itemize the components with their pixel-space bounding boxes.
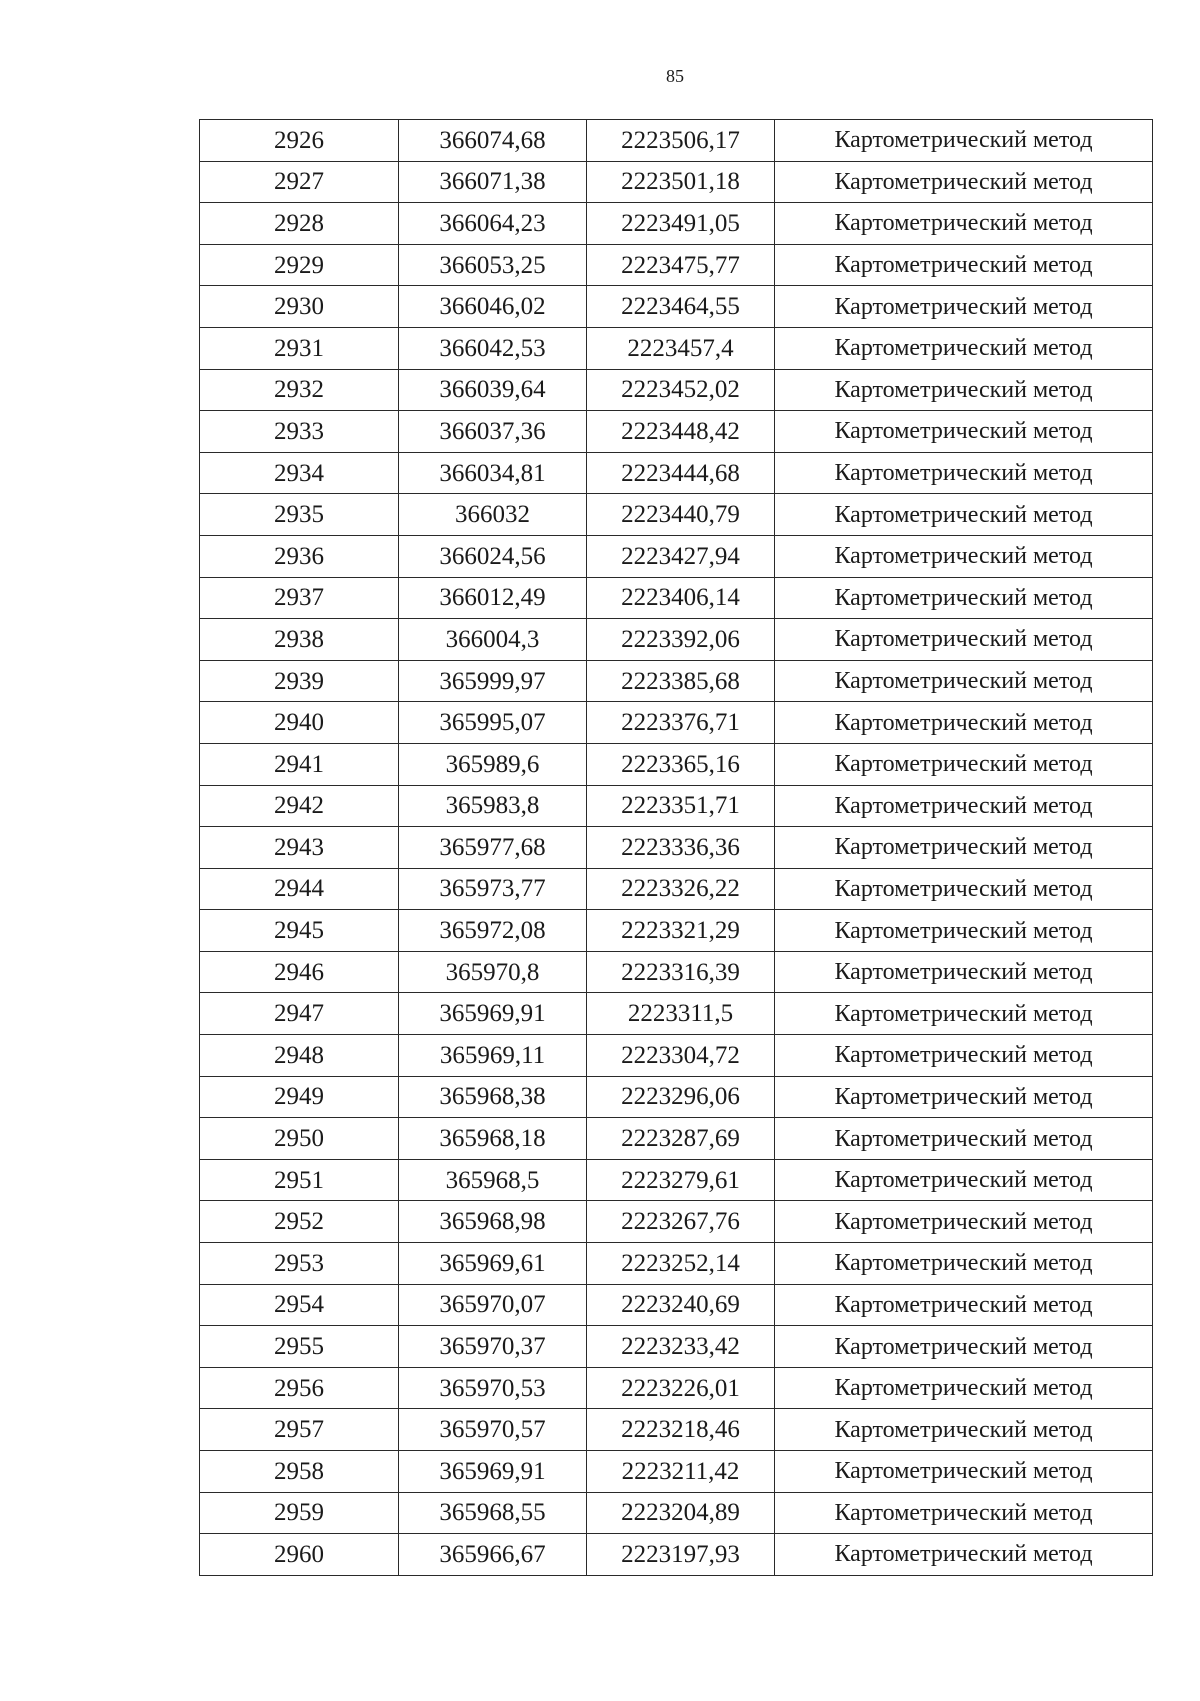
y-coordinate-cell: 2223336,36 bbox=[587, 827, 775, 869]
table-row bbox=[200, 411, 1153, 453]
y-coordinate-cell: 2223321,29 bbox=[587, 910, 775, 952]
point-number-cell: 2945 bbox=[200, 910, 399, 952]
table-row bbox=[200, 1076, 1153, 1118]
y-coordinate-cell: 2223252,14 bbox=[587, 1243, 775, 1285]
y-coordinate-cell: 2223491,05 bbox=[587, 203, 775, 245]
y-coordinate-cell: 2223287,69 bbox=[587, 1118, 775, 1160]
y-coordinate-cell: 2223233,42 bbox=[587, 1326, 775, 1368]
x-coordinate-cell: 366039,64 bbox=[399, 369, 587, 411]
y-coordinate-cell: 2223501,18 bbox=[587, 161, 775, 203]
method-cell: Картометрический метод bbox=[775, 660, 1153, 702]
table-row bbox=[200, 1243, 1153, 1285]
point-number-cell: 2934 bbox=[200, 452, 399, 494]
table-row bbox=[200, 120, 1153, 162]
x-coordinate-cell: 366053,25 bbox=[399, 244, 587, 286]
table-row bbox=[200, 369, 1153, 411]
method-cell: Картометрический метод bbox=[775, 619, 1153, 661]
y-coordinate-cell: 2223427,94 bbox=[587, 535, 775, 577]
y-coordinate-cell: 2223385,68 bbox=[587, 660, 775, 702]
x-coordinate-cell: 365970,53 bbox=[399, 1367, 587, 1409]
point-number-cell: 2946 bbox=[200, 951, 399, 993]
method-cell: Картометрический метод bbox=[775, 743, 1153, 785]
point-number-cell: 2960 bbox=[200, 1534, 399, 1576]
point-number-cell: 2949 bbox=[200, 1076, 399, 1118]
x-coordinate-cell: 365972,08 bbox=[399, 910, 587, 952]
y-coordinate-cell: 2223311,5 bbox=[587, 993, 775, 1035]
table-row bbox=[200, 1492, 1153, 1534]
method-cell: Картометрический метод bbox=[775, 1201, 1153, 1243]
table-row bbox=[200, 1118, 1153, 1160]
x-coordinate-cell: 365969,91 bbox=[399, 1451, 587, 1493]
x-coordinate-cell: 366034,81 bbox=[399, 452, 587, 494]
x-coordinate-cell: 366074,68 bbox=[399, 120, 587, 162]
point-number-cell: 2940 bbox=[200, 702, 399, 744]
table-row bbox=[200, 993, 1153, 1035]
point-number-cell: 2935 bbox=[200, 494, 399, 536]
x-coordinate-cell: 366012,49 bbox=[399, 577, 587, 619]
table-row bbox=[200, 1409, 1153, 1451]
y-coordinate-cell: 2223376,71 bbox=[587, 702, 775, 744]
table-row bbox=[200, 951, 1153, 993]
table-row bbox=[200, 619, 1153, 661]
point-number-cell: 2956 bbox=[200, 1367, 399, 1409]
y-coordinate-cell: 2223440,79 bbox=[587, 494, 775, 536]
method-cell: Картометрический метод bbox=[775, 244, 1153, 286]
y-coordinate-cell: 2223475,77 bbox=[587, 244, 775, 286]
table-row bbox=[200, 161, 1153, 203]
y-coordinate-cell: 2223304,72 bbox=[587, 1035, 775, 1077]
x-coordinate-cell: 365995,07 bbox=[399, 702, 587, 744]
table-row bbox=[200, 1035, 1153, 1077]
point-number-cell: 2957 bbox=[200, 1409, 399, 1451]
x-coordinate-cell: 365968,98 bbox=[399, 1201, 587, 1243]
y-coordinate-cell: 2223240,69 bbox=[587, 1284, 775, 1326]
point-number-cell: 2928 bbox=[200, 203, 399, 245]
point-number-cell: 2958 bbox=[200, 1451, 399, 1493]
method-cell: Картометрический метод bbox=[775, 161, 1153, 203]
table-row bbox=[200, 244, 1153, 286]
x-coordinate-cell: 365970,37 bbox=[399, 1326, 587, 1368]
x-coordinate-cell: 365966,67 bbox=[399, 1534, 587, 1576]
table-row bbox=[200, 286, 1153, 328]
method-cell: Картометрический метод bbox=[775, 1534, 1153, 1576]
method-cell: Картометрический метод bbox=[775, 452, 1153, 494]
method-cell: Картометрический метод bbox=[775, 1409, 1153, 1451]
method-cell: Картометрический метод bbox=[775, 1451, 1153, 1493]
point-number-cell: 2937 bbox=[200, 577, 399, 619]
method-cell: Картометрический метод bbox=[775, 1076, 1153, 1118]
x-coordinate-cell: 366037,36 bbox=[399, 411, 587, 453]
table-row bbox=[200, 452, 1153, 494]
point-number-cell: 2948 bbox=[200, 1035, 399, 1077]
table-row bbox=[200, 660, 1153, 702]
method-cell: Картометрический метод bbox=[775, 827, 1153, 869]
x-coordinate-cell: 366071,38 bbox=[399, 161, 587, 203]
point-number-cell: 2933 bbox=[200, 411, 399, 453]
y-coordinate-cell: 2223204,89 bbox=[587, 1492, 775, 1534]
table-row bbox=[200, 743, 1153, 785]
y-coordinate-cell: 2223326,22 bbox=[587, 868, 775, 910]
table-row bbox=[200, 535, 1153, 577]
x-coordinate-cell: 365983,8 bbox=[399, 785, 587, 827]
point-number-cell: 2936 bbox=[200, 535, 399, 577]
x-coordinate-cell: 366024,56 bbox=[399, 535, 587, 577]
table-row bbox=[200, 494, 1153, 536]
method-cell: Картометрический метод bbox=[775, 1159, 1153, 1201]
method-cell: Картометрический метод bbox=[775, 1284, 1153, 1326]
x-coordinate-cell: 365999,97 bbox=[399, 660, 587, 702]
x-coordinate-cell: 365968,55 bbox=[399, 1492, 587, 1534]
point-number-cell: 2932 bbox=[200, 369, 399, 411]
method-cell: Картометрический метод bbox=[775, 535, 1153, 577]
x-coordinate-cell: 365970,8 bbox=[399, 951, 587, 993]
point-number-cell: 2943 bbox=[200, 827, 399, 869]
method-cell: Картометрический метод bbox=[775, 785, 1153, 827]
y-coordinate-cell: 2223392,06 bbox=[587, 619, 775, 661]
method-cell: Картометрический метод bbox=[775, 910, 1153, 952]
x-coordinate-cell: 366032 bbox=[399, 494, 587, 536]
point-number-cell: 2947 bbox=[200, 993, 399, 1035]
x-coordinate-cell: 365989,6 bbox=[399, 743, 587, 785]
page-number: 85 bbox=[666, 66, 684, 86]
point-number-cell: 2927 bbox=[200, 161, 399, 203]
point-number-cell: 2953 bbox=[200, 1243, 399, 1285]
table-row bbox=[200, 910, 1153, 952]
method-cell: Картометрический метод bbox=[775, 1035, 1153, 1077]
table-row bbox=[200, 868, 1153, 910]
y-coordinate-cell: 2223444,68 bbox=[587, 452, 775, 494]
coordinates-table bbox=[199, 119, 1153, 1576]
x-coordinate-cell: 365977,68 bbox=[399, 827, 587, 869]
table-row bbox=[200, 327, 1153, 369]
method-cell: Картометрический метод bbox=[775, 1243, 1153, 1285]
x-coordinate-cell: 365973,77 bbox=[399, 868, 587, 910]
y-coordinate-cell: 2223365,16 bbox=[587, 743, 775, 785]
coordinates-table-body bbox=[200, 120, 1153, 1576]
table-row bbox=[200, 1534, 1153, 1576]
x-coordinate-cell: 366064,23 bbox=[399, 203, 587, 245]
method-cell: Картометрический метод bbox=[775, 120, 1153, 162]
point-number-cell: 2952 bbox=[200, 1201, 399, 1243]
y-coordinate-cell: 2223506,17 bbox=[587, 120, 775, 162]
x-coordinate-cell: 365969,11 bbox=[399, 1035, 587, 1077]
method-cell: Картометрический метод bbox=[775, 369, 1153, 411]
point-number-cell: 2959 bbox=[200, 1492, 399, 1534]
y-coordinate-cell: 2223211,42 bbox=[587, 1451, 775, 1493]
method-cell: Картометрический метод bbox=[775, 494, 1153, 536]
table-row bbox=[200, 1451, 1153, 1493]
y-coordinate-cell: 2223226,01 bbox=[587, 1367, 775, 1409]
method-cell: Картометрический метод bbox=[775, 993, 1153, 1035]
table-row bbox=[200, 702, 1153, 744]
point-number-cell: 2931 bbox=[200, 327, 399, 369]
method-cell: Картометрический метод bbox=[775, 203, 1153, 245]
method-cell: Картометрический метод bbox=[775, 868, 1153, 910]
x-coordinate-cell: 365968,18 bbox=[399, 1118, 587, 1160]
method-cell: Картометрический метод bbox=[775, 577, 1153, 619]
x-coordinate-cell: 366046,02 bbox=[399, 286, 587, 328]
y-coordinate-cell: 2223406,14 bbox=[587, 577, 775, 619]
method-cell: Картометрический метод bbox=[775, 702, 1153, 744]
point-number-cell: 2944 bbox=[200, 868, 399, 910]
point-number-cell: 2941 bbox=[200, 743, 399, 785]
y-coordinate-cell: 2223197,93 bbox=[587, 1534, 775, 1576]
table-row bbox=[200, 1159, 1153, 1201]
table-row bbox=[200, 1284, 1153, 1326]
method-cell: Картометрический метод bbox=[775, 1492, 1153, 1534]
x-coordinate-cell: 365968,38 bbox=[399, 1076, 587, 1118]
y-coordinate-cell: 2223448,42 bbox=[587, 411, 775, 453]
point-number-cell: 2929 bbox=[200, 244, 399, 286]
method-cell: Картометрический метод bbox=[775, 286, 1153, 328]
method-cell: Картометрический метод bbox=[775, 327, 1153, 369]
y-coordinate-cell: 2223351,71 bbox=[587, 785, 775, 827]
table-row bbox=[200, 785, 1153, 827]
table-row bbox=[200, 1367, 1153, 1409]
point-number-cell: 2938 bbox=[200, 619, 399, 661]
y-coordinate-cell: 2223452,02 bbox=[587, 369, 775, 411]
x-coordinate-cell: 365970,07 bbox=[399, 1284, 587, 1326]
y-coordinate-cell: 2223457,4 bbox=[587, 327, 775, 369]
point-number-cell: 2942 bbox=[200, 785, 399, 827]
table-row bbox=[200, 1326, 1153, 1368]
point-number-cell: 2930 bbox=[200, 286, 399, 328]
x-coordinate-cell: 365969,61 bbox=[399, 1243, 587, 1285]
point-number-cell: 2951 bbox=[200, 1159, 399, 1201]
table-row bbox=[200, 577, 1153, 619]
method-cell: Картометрический метод bbox=[775, 411, 1153, 453]
method-cell: Картометрический метод bbox=[775, 1367, 1153, 1409]
method-cell: Картометрический метод bbox=[775, 951, 1153, 993]
point-number-cell: 2954 bbox=[200, 1284, 399, 1326]
point-number-cell: 2939 bbox=[200, 660, 399, 702]
point-number-cell: 2926 bbox=[200, 120, 399, 162]
y-coordinate-cell: 2223218,46 bbox=[587, 1409, 775, 1451]
x-coordinate-cell: 366004,3 bbox=[399, 619, 587, 661]
y-coordinate-cell: 2223316,39 bbox=[587, 951, 775, 993]
table-row bbox=[200, 203, 1153, 245]
method-cell: Картометрический метод bbox=[775, 1326, 1153, 1368]
x-coordinate-cell: 366042,53 bbox=[399, 327, 587, 369]
x-coordinate-cell: 365968,5 bbox=[399, 1159, 587, 1201]
y-coordinate-cell: 2223279,61 bbox=[587, 1159, 775, 1201]
y-coordinate-cell: 2223464,55 bbox=[587, 286, 775, 328]
point-number-cell: 2950 bbox=[200, 1118, 399, 1160]
y-coordinate-cell: 2223296,06 bbox=[587, 1076, 775, 1118]
method-cell: Картометрический метод bbox=[775, 1118, 1153, 1160]
table-row bbox=[200, 1201, 1153, 1243]
x-coordinate-cell: 365969,91 bbox=[399, 993, 587, 1035]
point-number-cell: 2955 bbox=[200, 1326, 399, 1368]
table-row bbox=[200, 827, 1153, 869]
x-coordinate-cell: 365970,57 bbox=[399, 1409, 587, 1451]
y-coordinate-cell: 2223267,76 bbox=[587, 1201, 775, 1243]
